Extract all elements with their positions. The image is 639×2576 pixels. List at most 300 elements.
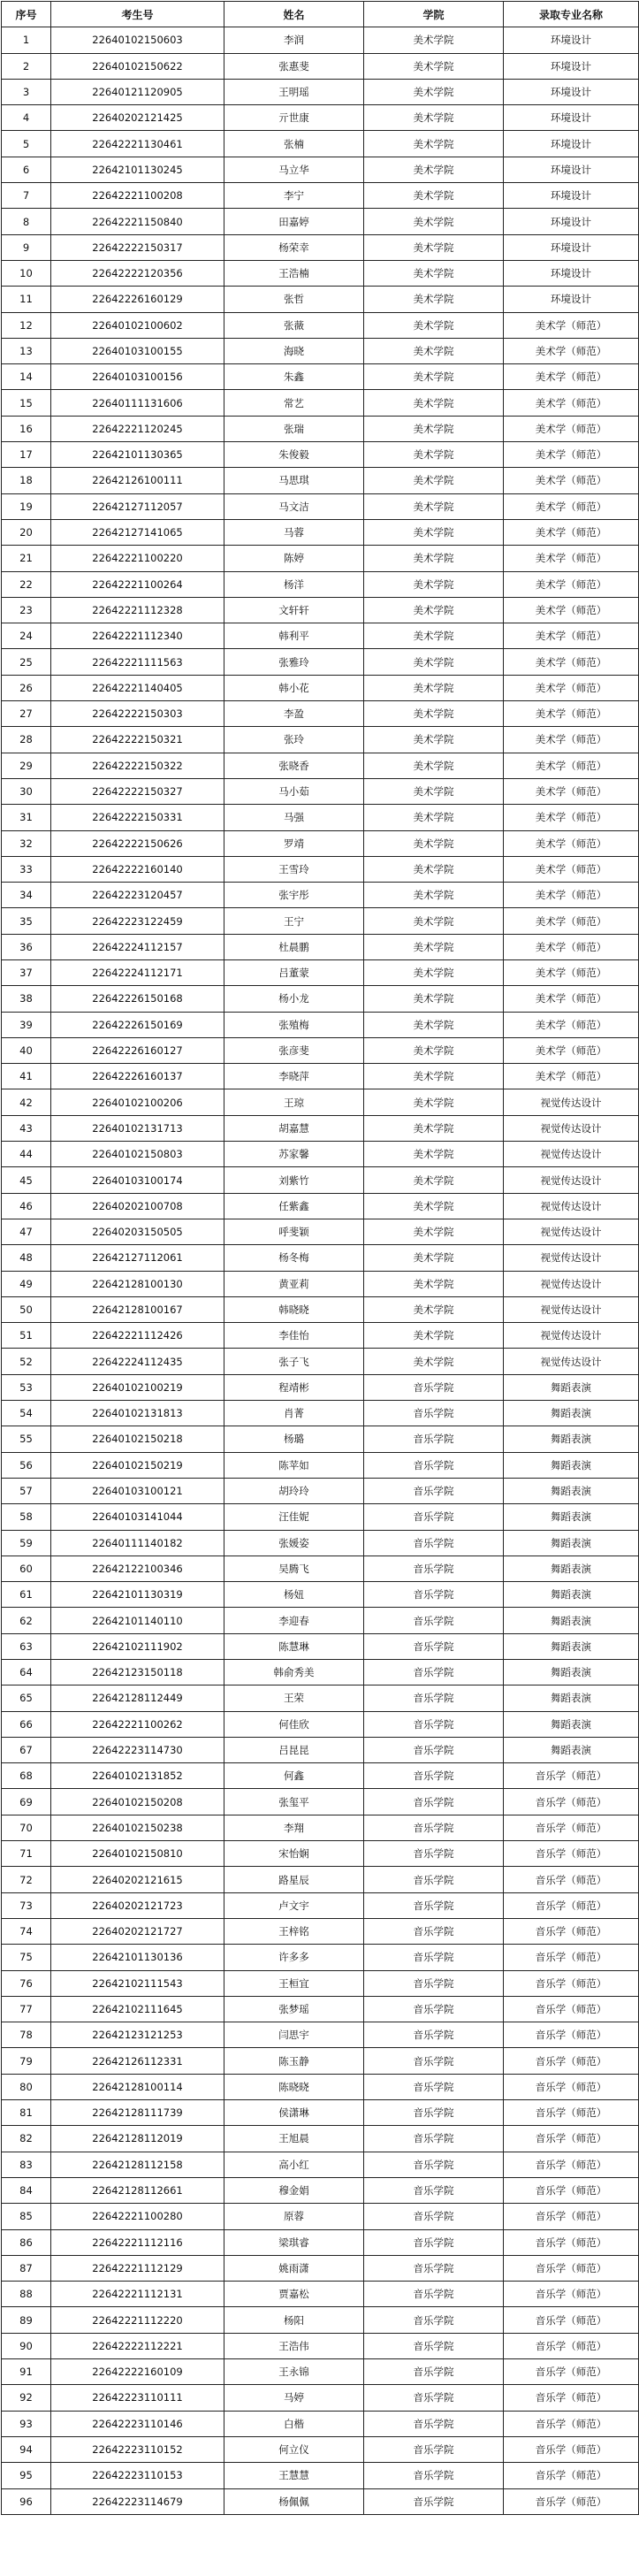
header-name: 姓名 — [224, 2, 364, 27]
cell-major: 音乐学（师范） — [504, 2074, 639, 2099]
cell-name: 何佳欣 — [224, 1711, 364, 1737]
cell-major: 视觉传达设计 — [504, 1115, 639, 1141]
cell-major: 音乐学（师范） — [504, 1945, 639, 1970]
cell-index: 33 — [2, 856, 51, 882]
table-row — [2, 390, 639, 416]
cell-major: 音乐学（师范） — [504, 1996, 639, 2022]
cell-name: 张子飞 — [224, 1349, 364, 1374]
cell-college: 音乐学院 — [364, 2255, 504, 2281]
cell-name: 闫思宇 — [224, 2022, 364, 2048]
cell-exam-number: 22640102150810 — [51, 1841, 224, 1867]
cell-index: 91 — [2, 2359, 51, 2385]
cell-index: 48 — [2, 1245, 51, 1271]
cell-college: 美术学院 — [364, 1219, 504, 1244]
cell-major: 音乐学（师范） — [504, 2126, 639, 2152]
cell-major: 环境设计 — [504, 131, 639, 157]
table-row — [2, 1478, 639, 1503]
cell-exam-number: 22640103100156 — [51, 364, 224, 390]
cell-college: 音乐学院 — [364, 1918, 504, 1944]
cell-exam-number: 22642126112331 — [51, 2048, 224, 2074]
cell-name: 亓世康 — [224, 105, 364, 131]
cell-major: 舞蹈表演 — [504, 1582, 639, 1608]
cell-college: 音乐学院 — [364, 2204, 504, 2229]
cell-exam-number: 22642226150169 — [51, 1012, 224, 1037]
cell-major: 音乐学（师范） — [504, 2048, 639, 2074]
cell-college: 音乐学院 — [364, 1530, 504, 1556]
cell-major: 环境设计 — [504, 260, 639, 286]
cell-index: 67 — [2, 1737, 51, 1762]
cell-college: 音乐学院 — [364, 2333, 504, 2358]
cell-major: 舞蹈表演 — [504, 1374, 639, 1400]
cell-college: 音乐学院 — [364, 2463, 504, 2488]
cell-index: 53 — [2, 1374, 51, 1400]
table-row — [2, 312, 639, 338]
cell-index: 17 — [2, 442, 51, 468]
table-row — [2, 1037, 639, 1063]
cell-exam-number: 22640111131606 — [51, 390, 224, 416]
cell-index: 86 — [2, 2229, 51, 2255]
cell-name: 朱俊毅 — [224, 442, 364, 468]
cell-major: 舞蹈表演 — [504, 1633, 639, 1659]
table-row — [2, 1115, 639, 1141]
cell-exam-number: 22642128112661 — [51, 2177, 224, 2203]
cell-major: 舞蹈表演 — [504, 1660, 639, 1685]
table-row — [2, 1892, 639, 1918]
cell-index: 82 — [2, 2126, 51, 2152]
cell-exam-number: 22640103100155 — [51, 338, 224, 363]
cell-name: 马小茹 — [224, 778, 364, 804]
cell-exam-number: 22640103100174 — [51, 1167, 224, 1193]
cell-exam-number: 22642221112328 — [51, 597, 224, 623]
cell-college: 音乐学院 — [364, 1660, 504, 1685]
cell-college: 音乐学院 — [364, 1892, 504, 1918]
table-row — [2, 2359, 639, 2385]
table-row — [2, 675, 639, 700]
cell-index: 19 — [2, 493, 51, 519]
table-row — [2, 183, 639, 209]
cell-name: 张殖梅 — [224, 1012, 364, 1037]
cell-exam-number: 22642222160140 — [51, 856, 224, 882]
cell-college: 美术学院 — [364, 701, 504, 727]
cell-exam-number: 22642223122459 — [51, 908, 224, 934]
cell-major: 环境设计 — [504, 234, 639, 260]
cell-college: 美术学院 — [364, 468, 504, 493]
table-row — [2, 105, 639, 131]
table-row — [2, 1867, 639, 1892]
cell-name: 张薇 — [224, 312, 364, 338]
table-row — [2, 1841, 639, 1867]
cell-major: 美术学（师范） — [504, 883, 639, 908]
table-row — [2, 2074, 639, 2099]
cell-major: 舞蹈表演 — [504, 1530, 639, 1556]
table-row — [2, 546, 639, 571]
table-row — [2, 2282, 639, 2307]
cell-major: 音乐学（师范） — [504, 1815, 639, 1840]
cell-index: 43 — [2, 1115, 51, 1141]
cell-college: 美术学院 — [364, 597, 504, 623]
cell-name: 卢文宇 — [224, 1892, 364, 1918]
cell-college: 音乐学院 — [364, 1685, 504, 1711]
cell-major: 美术学（师范） — [504, 364, 639, 390]
table-row — [2, 1374, 639, 1400]
cell-name: 王旭晨 — [224, 2126, 364, 2152]
cell-name: 张宇彤 — [224, 883, 364, 908]
cell-index: 93 — [2, 2411, 51, 2436]
cell-exam-number: 22640202121723 — [51, 1892, 224, 1918]
cell-index: 16 — [2, 416, 51, 441]
cell-college: 音乐学院 — [364, 1841, 504, 1867]
cell-index: 84 — [2, 2177, 51, 2203]
table-row — [2, 2177, 639, 2203]
cell-major: 视觉传达设计 — [504, 1271, 639, 1296]
cell-college: 音乐学院 — [364, 1789, 504, 1815]
table-row — [2, 1530, 639, 1556]
cell-exam-number: 22640102131852 — [51, 1763, 224, 1789]
cell-college: 音乐学院 — [364, 2100, 504, 2126]
cell-name: 何立仪 — [224, 2436, 364, 2462]
cell-exam-number: 22642127112061 — [51, 1245, 224, 1271]
table-row — [2, 623, 639, 649]
cell-exam-number: 22640121120905 — [51, 79, 224, 104]
cell-exam-number: 22640202121615 — [51, 1867, 224, 1892]
cell-major: 视觉传达设计 — [504, 1167, 639, 1193]
cell-index: 64 — [2, 1660, 51, 1685]
cell-index: 49 — [2, 1271, 51, 1296]
cell-name: 张玲 — [224, 727, 364, 753]
cell-major: 美术学（师范） — [504, 493, 639, 519]
table-row — [2, 1685, 639, 1711]
table-row — [2, 2204, 639, 2229]
cell-college: 音乐学院 — [364, 1374, 504, 1400]
cell-name: 李迎春 — [224, 1608, 364, 1633]
cell-name: 梁琪睿 — [224, 2229, 364, 2255]
cell-college: 美术学院 — [364, 1323, 504, 1349]
table-row — [2, 1556, 639, 1581]
cell-college: 美术学院 — [364, 753, 504, 778]
cell-major: 音乐学（师范） — [504, 2204, 639, 2229]
cell-index: 15 — [2, 390, 51, 416]
cell-index: 31 — [2, 805, 51, 830]
cell-college: 音乐学院 — [364, 2359, 504, 2385]
table-row — [2, 1426, 639, 1452]
cell-college: 美术学院 — [364, 675, 504, 700]
table-row — [2, 209, 639, 234]
cell-major: 美术学（师范） — [504, 1064, 639, 1089]
cell-college: 美术学院 — [364, 1115, 504, 1141]
cell-index: 12 — [2, 312, 51, 338]
cell-index: 54 — [2, 1401, 51, 1426]
cell-major: 环境设计 — [504, 157, 639, 182]
cell-exam-number: 22642221150840 — [51, 209, 224, 234]
table-row — [2, 2333, 639, 2358]
cell-major: 音乐学（师范） — [504, 1918, 639, 1944]
cell-index: 80 — [2, 2074, 51, 2099]
cell-name: 张晓香 — [224, 753, 364, 778]
cell-name: 王慧慧 — [224, 2463, 364, 2488]
table-row — [2, 2463, 639, 2488]
cell-major: 视觉传达设计 — [504, 1089, 639, 1115]
cell-name: 姚雨潇 — [224, 2255, 364, 2281]
cell-index: 95 — [2, 2463, 51, 2488]
cell-college: 美术学院 — [364, 1349, 504, 1374]
cell-major: 美术学（师范） — [504, 830, 639, 856]
cell-index: 73 — [2, 1892, 51, 1918]
cell-index: 10 — [2, 260, 51, 286]
table-row — [2, 1633, 639, 1659]
cell-index: 83 — [2, 2152, 51, 2177]
cell-index: 9 — [2, 234, 51, 260]
table-row — [2, 2022, 639, 2048]
cell-college: 美术学院 — [364, 623, 504, 649]
cell-name: 杨璐 — [224, 1426, 364, 1452]
cell-exam-number: 22640111140182 — [51, 1530, 224, 1556]
cell-name: 王永锦 — [224, 2359, 364, 2385]
table-row — [2, 2436, 639, 2462]
cell-college: 音乐学院 — [364, 1763, 504, 1789]
cell-index: 70 — [2, 1815, 51, 1840]
table-row — [2, 27, 639, 53]
table-row — [2, 1504, 639, 1530]
cell-exam-number: 22642221112340 — [51, 623, 224, 649]
cell-exam-number: 22642226160127 — [51, 1037, 224, 1063]
table-row — [2, 2048, 639, 2074]
cell-exam-number: 22642226160137 — [51, 1064, 224, 1089]
header-exam-number: 考生号 — [51, 2, 224, 27]
cell-major: 音乐学（师范） — [504, 1789, 639, 1815]
cell-exam-number: 22642222150626 — [51, 830, 224, 856]
cell-name: 陈苹如 — [224, 1452, 364, 1478]
cell-name: 杨荣幸 — [224, 234, 364, 260]
cell-college: 美术学院 — [364, 856, 504, 882]
cell-exam-number: 22642223110153 — [51, 2463, 224, 2488]
table-row — [2, 468, 639, 493]
cell-exam-number: 22642223110146 — [51, 2411, 224, 2436]
table-row — [2, 1789, 639, 1815]
cell-major: 美术学（师范） — [504, 416, 639, 441]
cell-index: 52 — [2, 1349, 51, 1374]
table-row — [2, 597, 639, 623]
cell-major: 音乐学（师范） — [504, 2436, 639, 2462]
cell-major: 美术学（师范） — [504, 934, 639, 959]
table-row — [2, 260, 639, 286]
cell-major: 环境设计 — [504, 183, 639, 209]
cell-exam-number: 22640203150505 — [51, 1219, 224, 1244]
cell-college: 美术学院 — [364, 79, 504, 104]
cell-index: 38 — [2, 986, 51, 1012]
cell-index: 3 — [2, 79, 51, 104]
cell-major: 音乐学（师范） — [504, 1892, 639, 1918]
cell-major: 音乐学（师范） — [504, 2022, 639, 2048]
cell-index: 71 — [2, 1841, 51, 1867]
cell-major: 美术学（师范） — [504, 468, 639, 493]
cell-major: 舞蹈表演 — [504, 1685, 639, 1711]
cell-name: 马立华 — [224, 157, 364, 182]
cell-major: 音乐学（师范） — [504, 1763, 639, 1789]
cell-college: 美术学院 — [364, 1012, 504, 1037]
cell-college: 美术学院 — [364, 1167, 504, 1193]
cell-index: 87 — [2, 2255, 51, 2281]
cell-major: 视觉传达设计 — [504, 1142, 639, 1167]
cell-college: 音乐学院 — [364, 1970, 504, 1996]
cell-name: 何鑫 — [224, 1763, 364, 1789]
cell-exam-number: 22642101130136 — [51, 1945, 224, 1970]
cell-college: 美术学院 — [364, 571, 504, 597]
cell-exam-number: 22642221100220 — [51, 546, 224, 571]
cell-college: 美术学院 — [364, 1296, 504, 1322]
cell-exam-number: 22642222150303 — [51, 701, 224, 727]
cell-college: 美术学院 — [364, 287, 504, 312]
cell-college: 音乐学院 — [364, 1737, 504, 1762]
cell-name: 杨冬梅 — [224, 1245, 364, 1271]
cell-college: 音乐学院 — [364, 2048, 504, 2074]
cell-college: 美术学院 — [364, 53, 504, 79]
cell-name: 王浩楠 — [224, 260, 364, 286]
cell-college: 音乐学院 — [364, 1582, 504, 1608]
cell-major: 音乐学（师范） — [504, 2100, 639, 2126]
table-row — [2, 1945, 639, 1970]
cell-exam-number: 22642226150168 — [51, 986, 224, 1012]
cell-major: 美术学（师范） — [504, 597, 639, 623]
cell-major: 美术学（师范） — [504, 649, 639, 675]
table-row — [2, 1271, 639, 1296]
table-row — [2, 1064, 639, 1089]
cell-exam-number: 22640202121425 — [51, 105, 224, 131]
cell-name: 张媛姿 — [224, 1530, 364, 1556]
table-row — [2, 2488, 639, 2514]
cell-index: 18 — [2, 468, 51, 493]
cell-index: 61 — [2, 1582, 51, 1608]
cell-name: 张惠斐 — [224, 53, 364, 79]
cell-exam-number: 22642221112116 — [51, 2229, 224, 2255]
cell-exam-number: 22642222150331 — [51, 805, 224, 830]
cell-name: 汪佳妮 — [224, 1504, 364, 1530]
cell-name: 苏家馨 — [224, 1142, 364, 1167]
cell-college: 音乐学院 — [364, 1815, 504, 1840]
table-row — [2, 1608, 639, 1633]
admission-table — [1, 1, 639, 2515]
header-index: 序号 — [2, 2, 51, 27]
table-row — [2, 856, 639, 882]
cell-name: 张哲 — [224, 287, 364, 312]
cell-name: 李晓萍 — [224, 1064, 364, 1089]
cell-index: 69 — [2, 1789, 51, 1815]
cell-major: 视觉传达设计 — [504, 1349, 639, 1374]
cell-name: 马思琪 — [224, 468, 364, 493]
cell-exam-number: 22642221100262 — [51, 1711, 224, 1737]
table-row — [2, 934, 639, 959]
cell-major: 美术学（师范） — [504, 778, 639, 804]
cell-major: 美术学（师范） — [504, 1037, 639, 1063]
table-row — [2, 571, 639, 597]
cell-name: 许多多 — [224, 1945, 364, 1970]
cell-index: 68 — [2, 1763, 51, 1789]
cell-college: 美术学院 — [364, 416, 504, 441]
cell-name: 呼斐颖 — [224, 1219, 364, 1244]
cell-exam-number: 22642128112449 — [51, 1685, 224, 1711]
cell-index: 21 — [2, 546, 51, 571]
cell-college: 音乐学院 — [364, 2385, 504, 2411]
cell-college: 美术学院 — [364, 27, 504, 53]
cell-name: 杨佩佩 — [224, 2488, 364, 2514]
cell-college: 美术学院 — [364, 1142, 504, 1167]
table-row — [2, 805, 639, 830]
cell-name: 杨小龙 — [224, 986, 364, 1012]
cell-college: 美术学院 — [364, 1271, 504, 1296]
table-row — [2, 1193, 639, 1219]
table-row — [2, 883, 639, 908]
cell-name: 王桓宜 — [224, 1970, 364, 1996]
cell-college: 美术学院 — [364, 830, 504, 856]
cell-index: 50 — [2, 1296, 51, 1322]
cell-index: 59 — [2, 1530, 51, 1556]
table-header-row — [2, 2, 639, 27]
cell-major: 美术学（师范） — [504, 312, 639, 338]
cell-index: 96 — [2, 2488, 51, 2514]
cell-index: 81 — [2, 2100, 51, 2126]
cell-name: 胡玲玲 — [224, 1478, 364, 1503]
cell-name: 张雅玲 — [224, 649, 364, 675]
table-row — [2, 1401, 639, 1426]
cell-major: 美术学（师范） — [504, 959, 639, 985]
cell-index: 29 — [2, 753, 51, 778]
table-row — [2, 701, 639, 727]
cell-exam-number: 22642221140405 — [51, 675, 224, 700]
cell-name: 马文洁 — [224, 493, 364, 519]
cell-college: 美术学院 — [364, 131, 504, 157]
table-row — [2, 79, 639, 104]
table-row — [2, 157, 639, 182]
cell-index: 6 — [2, 157, 51, 182]
cell-major: 音乐学（师范） — [504, 2229, 639, 2255]
table-row — [2, 2229, 639, 2255]
cell-college: 美术学院 — [364, 883, 504, 908]
table-row — [2, 1660, 639, 1685]
cell-exam-number: 22640102131813 — [51, 1401, 224, 1426]
cell-major: 舞蹈表演 — [504, 1556, 639, 1581]
cell-name: 李宁 — [224, 183, 364, 209]
cell-college: 美术学院 — [364, 234, 504, 260]
cell-name: 常艺 — [224, 390, 364, 416]
cell-name: 王荣 — [224, 1685, 364, 1711]
table-body — [2, 27, 639, 2515]
table-row — [2, 131, 639, 157]
cell-college: 美术学院 — [364, 1193, 504, 1219]
table-row — [2, 986, 639, 1012]
cell-index: 14 — [2, 364, 51, 390]
cell-exam-number: 22640102131713 — [51, 1115, 224, 1141]
table-row — [2, 338, 639, 363]
table-row — [2, 1089, 639, 1115]
cell-exam-number: 22642223120457 — [51, 883, 224, 908]
cell-index: 13 — [2, 338, 51, 363]
cell-name: 朱鑫 — [224, 364, 364, 390]
cell-college: 美术学院 — [364, 908, 504, 934]
cell-major: 音乐学（师范） — [504, 2152, 639, 2177]
cell-index: 75 — [2, 1945, 51, 1970]
cell-major: 音乐学（师范） — [504, 2359, 639, 2385]
cell-college: 美术学院 — [364, 519, 504, 545]
cell-college: 音乐学院 — [364, 2488, 504, 2514]
cell-index: 76 — [2, 1970, 51, 1996]
header-major: 录取专业名称 — [504, 2, 639, 27]
cell-index: 42 — [2, 1089, 51, 1115]
cell-major: 美术学（师范） — [504, 675, 639, 700]
cell-college: 美术学院 — [364, 364, 504, 390]
cell-index: 1 — [2, 27, 51, 53]
table-row — [2, 1323, 639, 1349]
cell-college: 美术学院 — [364, 493, 504, 519]
table-row — [2, 1245, 639, 1271]
